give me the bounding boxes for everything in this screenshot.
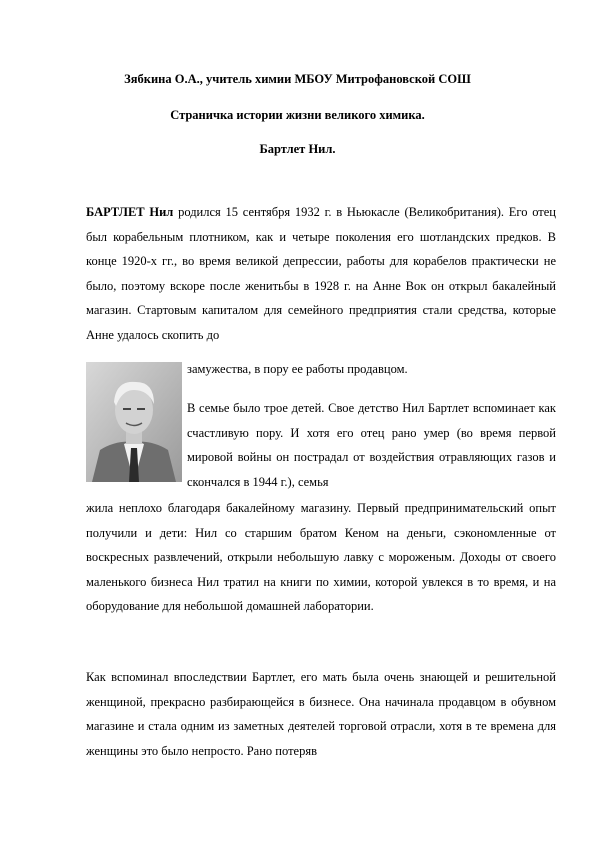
paragraph-2-wrapped: В семье было трое детей. Свое детство Нил Бартлет вспоминает как счастливую пору. И хотя его отец рано умер (во время первой мировой войны он пострадал от воздействия отравляющих газов и скончался в 1944 г.), семья [187,401,556,489]
paragraph-1-text: родился 15 сентября 1932 г. в Ньюкасле (Великобритания). Его отец был корабельным плотником, как и четыре поколения его шотландских предков. В конце 1920-х гг., во время великой депрессии, работы для корабелов практически не было, поэтому вскоре после женитьбы в 1928 г. на Анне Вок он открыл бакалейный магазин. Стартовым капиталом для семейного предприятия стали средства, которые Анне удалось скопить до [86,205,556,342]
portrait-photo [86,362,182,482]
page-subtitle: Страничка истории жизни великого химика. [170,108,425,122]
paragraph-1-lead: БАРТЛЕТ Нил [86,205,174,219]
paragraph-1-tail: замужества, в пору ее работы продавцом. [187,362,408,376]
author-line: Зябкина О.А., учитель химии МБОУ Митрофановской СОШ [124,72,471,86]
page-title: Бартлет Нил. [259,142,336,156]
paragraph-1 [86,200,556,348]
portrait-image [86,362,182,482]
paragraph-3: Как вспоминал впоследствии Бартлет, его мать была очень знающей и решительной женщиной, прекрасно разбирающейся в бизнесе. Она начинала продавцом в обувном магазине и стала одним из заметных деятелей торговой отрасли, хотя в те времена для женщины это было непросто. Рано потеряв [86,670,556,758]
paragraph-2-full: жила неплохо благодаря бакалейному магазину. Первый предпринимательский опыт получили и дети: Нил со старшим братом Кеном на деньги, сэкономленные от воскресных развлечений, открыли небольшую лавку с мороженым. Доходы от своего маленького бизнеса Нил тратил на книги по химии, которой увлекся в то время, и на оборудование для небольшой домашней лаборатории. [86,501,556,614]
